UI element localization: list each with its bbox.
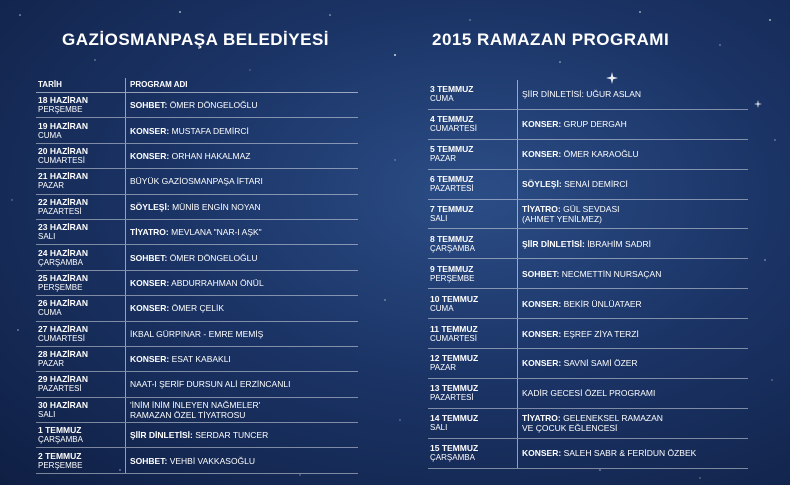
date-cell (428, 409, 517, 438)
program-name: NECMETTİN NURSAÇAN (561, 268, 662, 279)
date-cell (428, 200, 517, 229)
date-cell (36, 118, 125, 142)
municipality-title: GAZİOSMANPAŞA BELEDİYESİ (62, 30, 330, 49)
program-cell (125, 220, 358, 244)
program-category: SOHBET: (130, 455, 168, 466)
table-row (428, 110, 748, 140)
program-category: KONSER: (130, 354, 170, 365)
date-cell (428, 259, 517, 288)
table-row (36, 118, 358, 143)
table-row (36, 245, 358, 270)
date-label: 4 TEMMUZ (430, 114, 474, 125)
program-line (130, 430, 358, 440)
program-cell (125, 423, 358, 447)
date-label: 27 HAZİRAN (38, 323, 89, 334)
table-row (428, 140, 748, 170)
program-line (522, 413, 748, 423)
program-cell (125, 245, 358, 269)
program-cell (125, 118, 358, 142)
program-category: KONSER: (522, 328, 562, 339)
weekday-label: CUMARTESİ (38, 333, 85, 343)
program-cell (125, 271, 358, 295)
program-line (130, 379, 358, 389)
date-cell (36, 296, 125, 320)
program-name: İKBAL GÜRPINAR - EMRE MEMİŞ (130, 328, 264, 339)
date-label: 15 TEMMUZ (430, 443, 479, 454)
program-line (130, 303, 358, 313)
weekday-label: PAZAR (38, 181, 65, 191)
program-name: GRUP DERGAH (563, 119, 627, 130)
program-name: BEKİR ÜNLÜATAER (563, 298, 642, 309)
program-line (522, 358, 748, 368)
date-cell (36, 144, 125, 168)
program-category: SOHBET: (130, 100, 168, 111)
program-name: İBRAHİM SADRİ (587, 238, 651, 249)
program-cell (125, 169, 358, 193)
date-label: 11 TEMMUZ (430, 323, 478, 334)
weekday-label: SALI (38, 232, 56, 242)
date-label: 23 HAZİRAN (38, 222, 89, 233)
program-line (130, 329, 358, 339)
program-cell (125, 296, 358, 320)
program-name: SALEH SABR & FERİDUN ÖZBEK (563, 448, 697, 459)
program-name: ABDURRAHMAN ÖNÜL (171, 277, 264, 288)
program-cell (125, 195, 358, 219)
program-category: KONSER: (130, 125, 170, 136)
weekday-label: PAZAR (430, 363, 457, 373)
program-cell (517, 259, 748, 288)
weekday-label: PERŞEMBE (38, 282, 83, 292)
date-cell (36, 347, 125, 371)
table-row (36, 372, 358, 397)
weekday-label: SALI (430, 214, 448, 223)
date-label: 9 TEMMUZ (430, 263, 474, 274)
date-label: 24 HAZİRAN (38, 247, 89, 258)
program-category: KONSER: (522, 119, 562, 130)
date-label: 28 HAZİRAN (38, 349, 89, 360)
program-name: ESAT KABAKLI (171, 354, 231, 365)
program-line (130, 126, 358, 136)
date-label: 19 HAZİRAN (38, 120, 89, 131)
table-row (36, 322, 358, 347)
table-row (428, 349, 748, 379)
program-name-line2: RAMAZAN ÖZEL TİYATROSU (130, 409, 246, 420)
table-row (428, 379, 748, 409)
date-label: 7 TEMMUZ (430, 204, 474, 214)
program-line (522, 299, 748, 309)
weekday-label: CUMA (38, 308, 62, 318)
program-name: MÜNİB ENGİN NOYAN (172, 201, 261, 212)
program-line (522, 269, 748, 279)
table-row (428, 289, 748, 319)
program-line (130, 253, 358, 263)
program-cell (125, 347, 358, 371)
program-title: 2015 RAMAZAN PROGRAMI (432, 30, 670, 49)
program-name: ŞİİR DİNLETİSİ: UĞUR ASLAN (522, 89, 642, 100)
program-line (130, 100, 358, 110)
date-label: 6 TEMMUZ (430, 174, 474, 185)
date-cell (36, 322, 125, 346)
program-name: SERDAR TUNCER (195, 430, 269, 441)
program-line (130, 278, 358, 288)
weekday-label: PAZARTESİ (430, 184, 474, 194)
date-cell (36, 448, 125, 472)
program-category: ŞİİR DİNLETİSİ: (522, 238, 585, 249)
program-line (522, 179, 748, 189)
table-row (36, 398, 358, 423)
table-header (36, 78, 358, 93)
date-cell (428, 140, 517, 169)
weekday-label: ÇARŞAMBA (38, 257, 83, 267)
table-row (36, 93, 358, 118)
program-name: NAAT-I ŞERİF DURSUN ALİ ERZİNCANLI (130, 379, 291, 390)
program-cell (517, 379, 748, 408)
date-cell (428, 289, 517, 318)
weekday-label: ÇARŞAMBA (430, 453, 475, 463)
program-cell (517, 80, 748, 109)
program-category: KONSER: (522, 448, 562, 459)
date-cell (36, 245, 125, 269)
date-label: 14 TEMMUZ (430, 413, 479, 424)
program-cell (517, 319, 748, 348)
date-cell (36, 169, 125, 193)
weekday-label: CUMARTESİ (430, 333, 477, 343)
program-category: SOHBET: (522, 268, 560, 279)
program-cell (125, 144, 358, 168)
program-line (130, 354, 358, 364)
table-row (428, 229, 748, 259)
date-cell (36, 398, 125, 422)
weekday-label: SALI (430, 423, 448, 433)
program-name: ÖMER DÖNGELOĞLU (169, 100, 258, 111)
program-name: ÖMER DÖNGELOĞLU (169, 252, 258, 263)
program-category: KONSER: (522, 298, 562, 309)
program-cell (517, 289, 748, 318)
header-date: TARİH (38, 80, 62, 89)
weekday-label: PERŞEMBE (38, 105, 83, 115)
weekday-label: SALI (38, 409, 56, 419)
table-row (36, 423, 358, 448)
program-name-line2: (AHMET YENİLMEZ) (522, 214, 602, 224)
program-cell (125, 398, 358, 422)
program-line (130, 151, 358, 161)
program-category: SOHBET: (130, 252, 168, 263)
program-cell (125, 448, 358, 472)
weekday-label: CUMA (430, 303, 454, 313)
program-line (522, 149, 748, 159)
program-category: KONSER: (130, 150, 170, 161)
weekday-label: PAZAR (430, 154, 457, 164)
date-label: 20 HAZİRAN (38, 145, 89, 156)
date-cell (428, 80, 517, 109)
program-name: ÖMER ÇELİK (171, 303, 225, 314)
date-label: 2 TEMMUZ (38, 450, 82, 461)
program-name: 'İNİM İNİM İNLEYEN NAĞMELER' (130, 399, 261, 410)
table-row (428, 409, 748, 439)
program-cell (517, 110, 748, 139)
program-line (130, 227, 358, 237)
program-name: BÜYÜK GAZİOSMANPAŞA İFTARI (130, 176, 263, 187)
date-label: 3 TEMMUZ (430, 84, 474, 95)
program-category: KONSER: (522, 358, 562, 369)
table-row (428, 80, 748, 110)
schedule-table-right (428, 80, 748, 469)
program-category: ŞİİR DİNLETİSİ: (130, 430, 193, 441)
program-category: SÖYLEŞİ: (522, 179, 562, 190)
program-line (130, 400, 358, 410)
program-name: GÜL SEVDASI (563, 204, 620, 214)
program-cell (517, 140, 748, 169)
table-row (36, 220, 358, 245)
program-line (522, 204, 748, 214)
table-row (36, 271, 358, 296)
date-label: 1 TEMMUZ (38, 425, 82, 436)
program-cell (517, 439, 748, 468)
program-name: MEVLANA "NAR-I AŞK" (171, 227, 262, 238)
date-label: 18 HAZİRAN (38, 95, 89, 106)
table-row (428, 259, 748, 289)
date-cell (36, 195, 125, 219)
program-category: KONSER: (130, 277, 170, 288)
date-cell (428, 349, 517, 378)
program-line (130, 202, 358, 212)
weekday-label: PAZARTESİ (38, 384, 82, 394)
date-cell (36, 271, 125, 295)
program-line (522, 239, 748, 249)
date-cell (36, 423, 125, 447)
weekday-label: ÇARŞAMBA (430, 243, 475, 253)
table-row (36, 347, 358, 372)
date-label: 26 HAZİRAN (38, 298, 89, 309)
program-cell (517, 200, 748, 229)
program-name: EŞREF ZİYA TERZİ (563, 328, 639, 339)
date-cell (36, 93, 125, 117)
weekday-label: PAZARTESİ (38, 206, 82, 216)
program-line (522, 119, 748, 129)
program-category: TİYATRO: (522, 413, 561, 424)
date-cell (36, 372, 125, 396)
date-cell (36, 220, 125, 244)
table-row (428, 319, 748, 349)
date-cell (428, 170, 517, 199)
program-cell (517, 170, 748, 199)
table-row (36, 448, 358, 473)
date-cell (428, 319, 517, 348)
program-line (130, 456, 358, 466)
program-name-line2: VE ÇOCUK EĞLENCESİ (522, 423, 618, 434)
date-label: 22 HAZİRAN (38, 196, 89, 207)
program-cell (125, 372, 358, 396)
table-row (36, 169, 358, 194)
date-cell (428, 439, 517, 468)
table-row (428, 170, 748, 200)
table-row (36, 195, 358, 220)
date-label: 5 TEMMUZ (430, 144, 474, 155)
program-line (522, 89, 748, 99)
program-cell (125, 322, 358, 346)
program-name: ORHAN HAKALMAZ (171, 150, 251, 161)
table-row (428, 439, 748, 469)
date-cell (428, 229, 517, 258)
program-category: TİYATRO: (130, 227, 169, 238)
header-program: PROGRAM ADI (125, 78, 358, 92)
weekday-label: CUMA (430, 94, 454, 104)
program-line (522, 388, 748, 398)
date-cell (428, 110, 517, 139)
weekday-label: PAZAR (38, 359, 65, 369)
date-label: 25 HAZİRAN (38, 272, 89, 283)
program-category: KONSER: (522, 149, 562, 160)
program-name: MUSTAFA DEMİRCİ (171, 125, 249, 136)
program-line (522, 448, 748, 458)
program-line (522, 329, 748, 339)
date-cell (428, 379, 517, 408)
weekday-label: PAZARTESİ (430, 393, 474, 403)
weekday-label: CUMA (38, 130, 62, 140)
program-line (130, 176, 358, 186)
program-cell (517, 349, 748, 378)
weekday-label: CUMARTESİ (430, 124, 477, 134)
date-label: 13 TEMMUZ (430, 383, 479, 394)
program-name: KADİR GECESİ ÖZEL PROGRAMI (522, 388, 656, 399)
program-cell (517, 229, 748, 258)
program-name: SENAİ DEMİRCİ (564, 179, 628, 190)
program-name: ÖMER KARAOĞLU (563, 149, 639, 160)
date-label: 21 HAZİRAN (38, 171, 89, 182)
table-row (36, 144, 358, 169)
table-row (428, 200, 748, 230)
table-row (36, 296, 358, 321)
weekday-label: PERŞEMBE (430, 273, 475, 283)
weekday-label: ÇARŞAMBA (38, 435, 83, 445)
program-cell (517, 409, 748, 438)
program-name: GELENEKSEL RAMAZAN (563, 413, 663, 424)
schedule-table-left (36, 78, 358, 474)
date-label: 30 HAZİRAN (38, 399, 89, 410)
program-cell (125, 93, 358, 117)
weekday-label: PERŞEMBE (38, 460, 83, 470)
program-category: SÖYLEŞİ: (130, 201, 170, 212)
program-category: KONSER: (130, 303, 170, 314)
date-label: 12 TEMMUZ (430, 353, 479, 364)
date-label: 29 HAZİRAN (38, 374, 89, 385)
weekday-label: CUMARTESİ (38, 155, 85, 165)
program-name: SAVNİ SAMİ ÖZER (563, 358, 638, 369)
program-category: TİYATRO: (522, 204, 561, 214)
program-name: VEHBİ VAKKASOĞLU (169, 455, 256, 466)
date-label: 10 TEMMUZ (430, 293, 479, 304)
date-label: 8 TEMMUZ (430, 233, 474, 244)
